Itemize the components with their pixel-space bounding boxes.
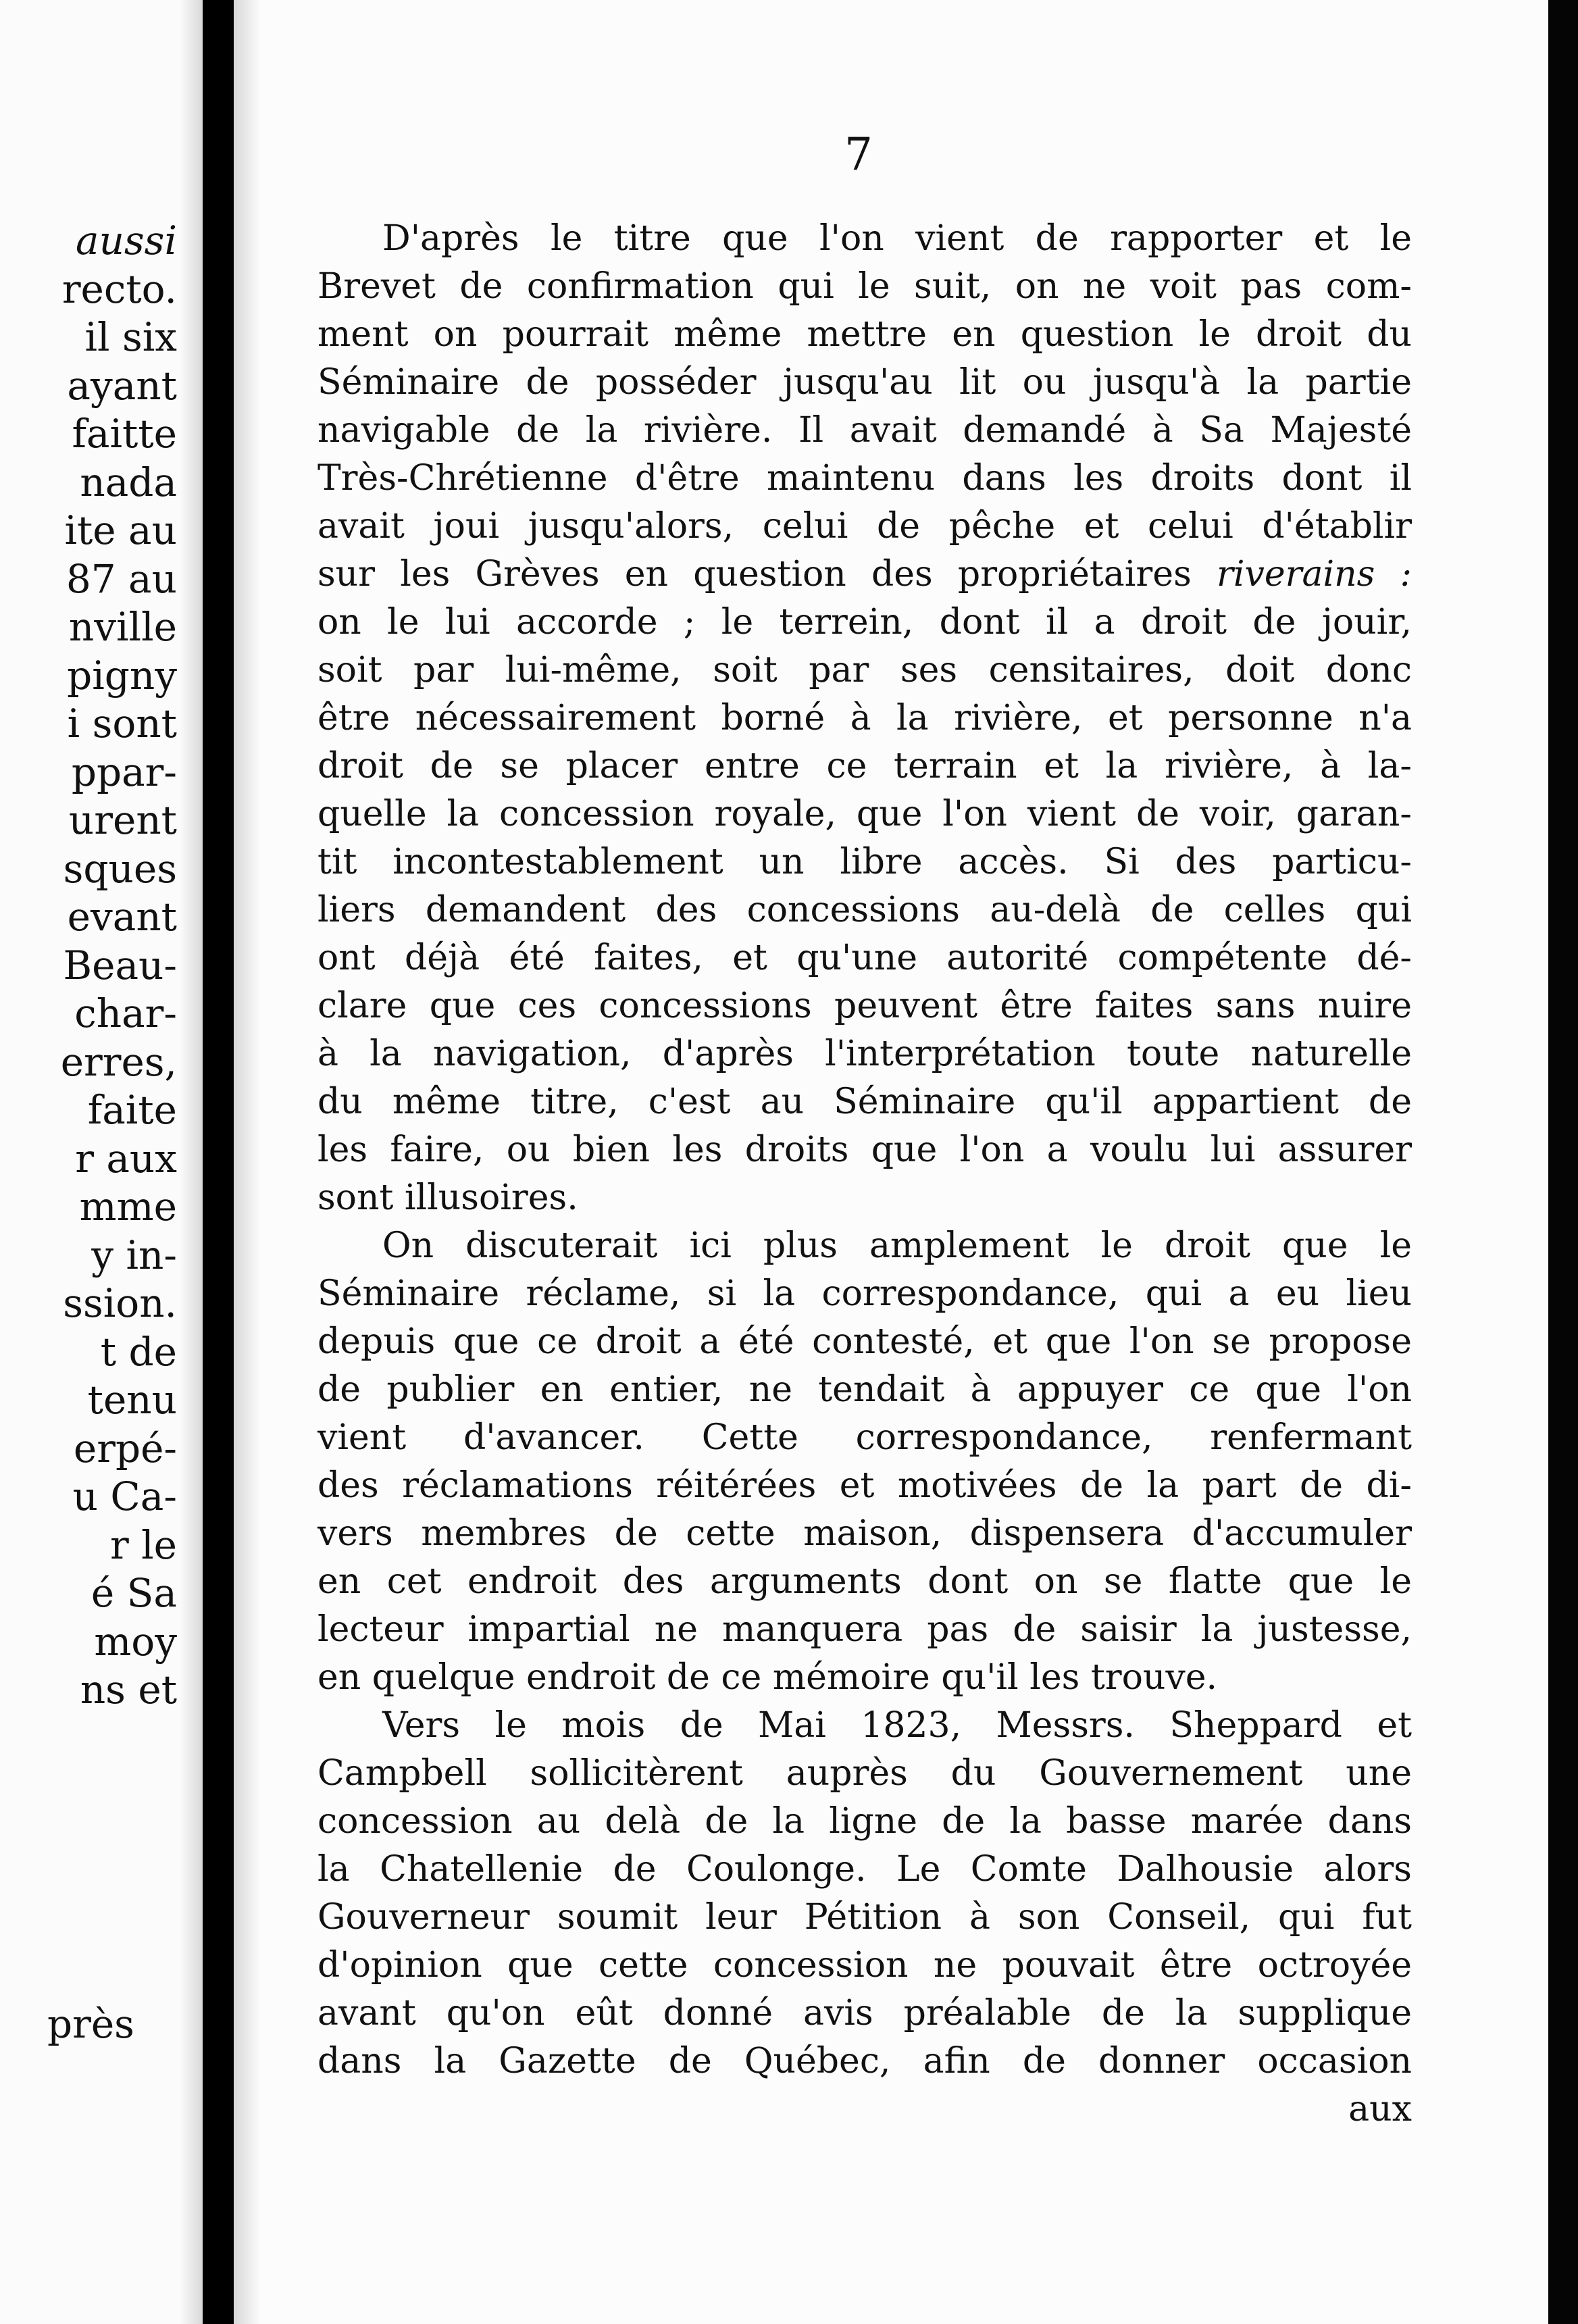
left-page-fragment: 87 au — [66, 555, 177, 602]
left-page-fragment: r le — [109, 1521, 177, 1568]
page-edge-shadow — [234, 0, 261, 2324]
left-page-fragment: evant — [67, 894, 177, 940]
left-page-fragment: i sont — [67, 701, 177, 747]
text-line: droit de se placer entre ce terrain et la rivière, à la- — [317, 746, 1412, 786]
left-page-fragment: pigny — [67, 652, 177, 699]
left-page-fragment: erpé- — [73, 1425, 177, 1471]
text-line: avait joui jusqu'alors, celui de pêche et celui d'établir — [317, 506, 1412, 547]
left-page-fragment: moy — [94, 1618, 177, 1665]
left-page-fragment: mme — [79, 1184, 177, 1230]
left-page-fragment: aussi — [75, 218, 177, 263]
text-line: à la navigation, d'après l'interprétation toute naturelle — [317, 1034, 1412, 1074]
text-line: en cet endroit des arguments dont on se flatte que le — [317, 1561, 1412, 1602]
text-line-with-italic — [317, 551, 1412, 599]
text-line: Campbell sollicitèrent auprès du Gouvernement une — [317, 1753, 1412, 1794]
text-line: du même titre, c'est au Séminaire qu'il appartient de — [317, 1082, 1412, 1122]
left-page-fragment: tenu — [87, 1377, 177, 1423]
text-line: soit par lui-même, soit par ses censitaires, doit donc — [317, 650, 1412, 690]
left-page-fragment: ssion. — [63, 1280, 177, 1326]
text-line: de publier en entier, ne tendait à appuyer ce que l'on — [317, 1369, 1412, 1410]
left-page-fragment: y in- — [91, 1232, 177, 1278]
left-page-fragment: urent — [68, 797, 177, 843]
left-page-fragment: t de — [100, 1328, 177, 1375]
text-line: les faire, ou bien les droits que l'on a voulu lui assurer — [317, 1130, 1412, 1170]
text-line: navigable de la rivière. Il avait demandé à Sa Majesté — [317, 410, 1412, 451]
paragraph-1 — [317, 215, 1412, 1222]
book-spine — [203, 0, 234, 2324]
text-line: Vers le mois de Mai 1823, Messrs. Sheppard et — [382, 1705, 1412, 1746]
left-page-fragment: ns et — [80, 1667, 177, 1713]
text-line: ont déjà été faites, et qu'une autorité compétente dé- — [317, 938, 1412, 978]
left-page-fragment: ite au — [64, 507, 177, 553]
text-line: Brevet de confirmation qui le suit, on ne voit pas com- — [317, 266, 1412, 307]
left-page-fragment: faitte — [72, 411, 177, 457]
paragraph-3 — [317, 1702, 1412, 2086]
italic-word: riverains : — [1216, 554, 1412, 595]
text-line: avant qu'on eût donné avis préalable de la supplique — [317, 1993, 1412, 2034]
text-line: quelle la concession royale, que l'on vient de voir, garan- — [317, 794, 1412, 834]
text-line: être nécessairement borné à la rivière, et personne n'a — [317, 698, 1412, 738]
paragraph-2 — [317, 1222, 1412, 1702]
left-page-fragment: recto. — [61, 266, 177, 312]
left-page-fragment: nada — [80, 459, 177, 505]
left-page-fragment: ayant — [67, 362, 177, 409]
text-line: d'opinion que cette concession ne pouvait être octroyée — [317, 1945, 1412, 1986]
text-line-part: sur les Grèves en question des propriétaires — [317, 554, 1192, 595]
text-line: vient d'avancer. Cette correspondance, renfermant — [317, 1417, 1412, 1458]
text-line: concession au delà de la ligne de la basse marée dans — [317, 1801, 1412, 1842]
body-text — [317, 215, 1412, 2133]
text-line: lecteur impartial ne manquera pas de saisir la justesse, — [317, 1609, 1412, 1650]
page-number: 7 — [844, 128, 873, 180]
text-line: dans la Gazette de Québec, afin de donner occasion — [317, 2041, 1412, 2081]
left-page — [0, 0, 203, 2324]
left-page-fragment: ppar- — [71, 749, 177, 795]
text-line: Séminaire réclame, si la correspondance, qui a eu lieu — [317, 1273, 1412, 1314]
left-page-fragment: sques — [63, 845, 177, 892]
text-line: ment on pourrait même mettre en question le droit du — [317, 314, 1412, 355]
left-page-fragment: é Sa — [91, 1570, 177, 1616]
text-line: on le lui accorde ; le terrein, dont il a droit de jouir, — [317, 602, 1412, 642]
left-page-fragment: r aux — [75, 1135, 177, 1182]
text-line: Très-Chrétienne d'être maintenu dans les droits dont il — [317, 458, 1412, 499]
text-line: des réclamations réitérées et motivées de la part de di- — [317, 1465, 1412, 1506]
scan-border — [1548, 0, 1578, 2324]
text-line: vers membres de cette maison, dispensera d'accumuler — [317, 1513, 1412, 1554]
catchword: aux — [1348, 2089, 1412, 2129]
text-line: Gouverneur soumit leur Pétition à son Conseil, qui fut — [317, 1897, 1412, 1938]
text-line: la Chatellenie de Coulonge. Le Comte Dalhousie alors — [317, 1849, 1412, 1890]
text-line: depuis que ce droit a été contesté, et que l'on se propose — [317, 1321, 1412, 1362]
gutter-shadow — [180, 0, 203, 2324]
left-page-fragment: char- — [74, 990, 177, 1036]
text-line: liers demandent des concessions au-delà de celles qui — [317, 890, 1412, 930]
text-line: On discuterait ici plus amplement le droit que le — [382, 1226, 1412, 1266]
left-page-fragment: Beau- — [63, 942, 177, 988]
text-line: Séminaire de posséder jusqu'au lit ou jusqu'à la partie — [317, 362, 1412, 403]
left-page-fragment: erres, — [60, 1038, 177, 1085]
left-page-fragment: u Ca- — [72, 1473, 177, 1519]
left-page-fragment: faite — [87, 1087, 177, 1133]
text-line: tit incontestablement un libre accès. Si des particu- — [317, 842, 1412, 882]
text-line: D'après le titre que l'on vient de rapporter et le — [382, 218, 1412, 259]
left-page-bottom-fragment: près — [47, 2001, 134, 2047]
text-line: clare que ces concessions peuvent être faites sans nuire — [317, 986, 1412, 1026]
left-page-fragment: il six — [84, 314, 177, 360]
left-page-fragment: nville — [68, 604, 177, 650]
text-line: sont illusoires. — [317, 1178, 578, 1218]
text-line: en quelque endroit de ce mémoire qu'il les trouve. — [317, 1657, 1218, 1698]
